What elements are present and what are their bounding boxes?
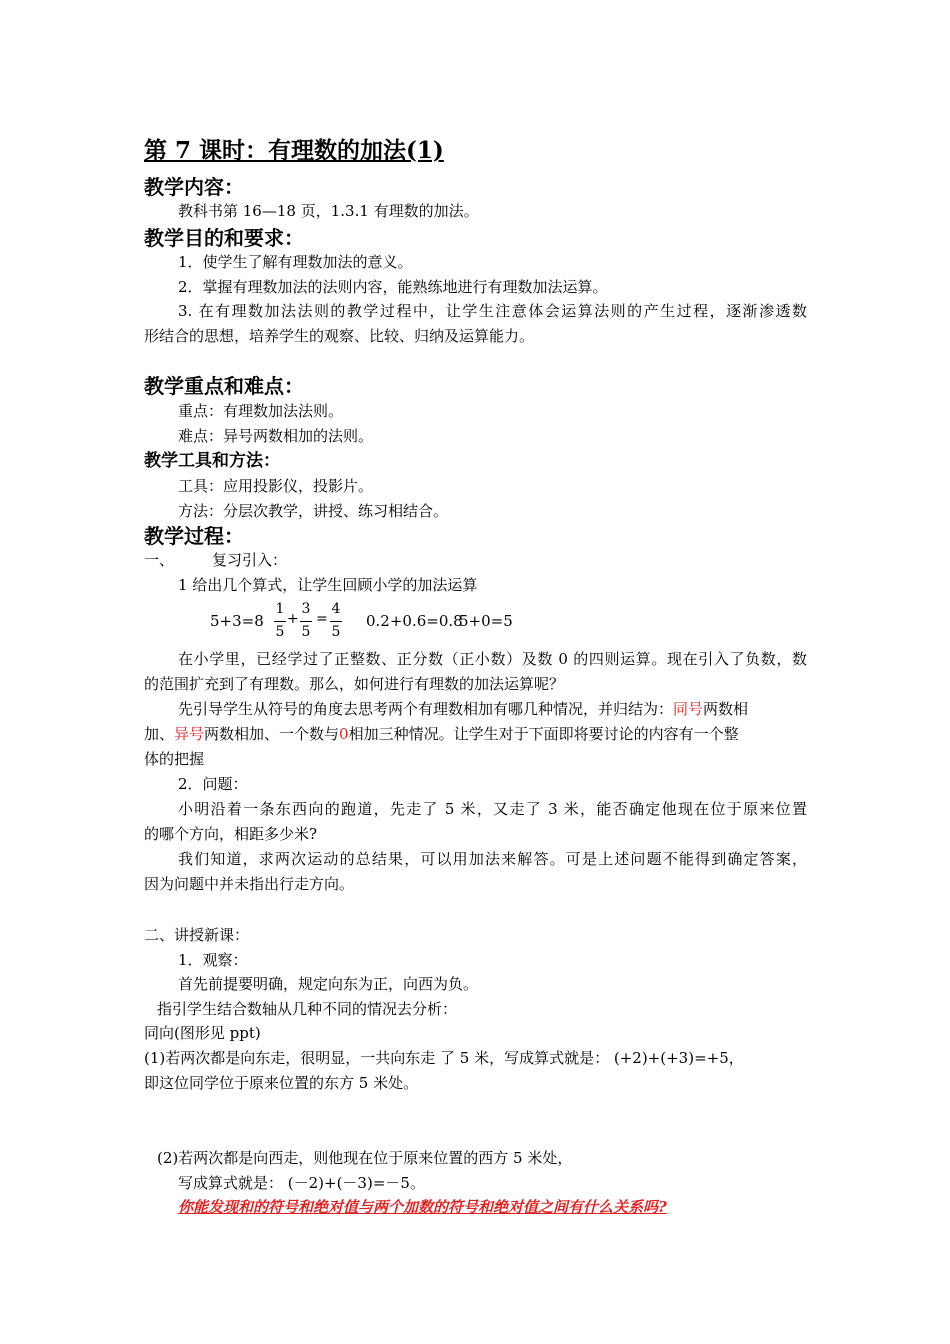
part1-title: 复习引入： (212, 551, 288, 569)
case2-line1: (2)若两次都是向西走，则他现在位于原来位置的西方 5 米处， (157, 1149, 573, 1167)
same-direction-label: 同向(图形见 ppt) (144, 1024, 261, 1042)
question-explain-line2: 因为问题中并未指出行走方向。 (144, 875, 355, 893)
para2-text-c: 加、 (144, 725, 175, 743)
section-heading-teach: 二、讲授新课： (144, 926, 250, 944)
fraction-2-bar (300, 621, 312, 622)
expression-4: 5+0=5 (459, 612, 513, 630)
para1-line2: 的范围扩充到了有理数。那么，如何进行有理数的加法运算呢？ (144, 675, 565, 693)
fraction-plus-sign: + (287, 611, 299, 627)
fraction-3-denominator: 5 (331, 624, 341, 640)
case1-line2: 即这位同学位于原来位置的东方 5 米处。 (144, 1074, 419, 1092)
goal-item-3-line2: 形结合的思想，培养学生的观察、比较、归纳及运算能力。 (144, 327, 535, 345)
expression-1: 5+3=8 (210, 612, 264, 630)
para2-text-d: 两数相加、一个数与 (204, 725, 340, 743)
fraction-expression (274, 601, 344, 643)
fraction-2-numerator: 3 (301, 601, 311, 617)
observe-label: 1．观察： (178, 951, 248, 969)
section-heading-content: 教学内容： (144, 175, 244, 199)
question-explain-line1: 我们知道，求两次运动的总结果，可以用加法来解答。可是上述问题不能得到确定答案， (178, 850, 807, 868)
case1-line1: (1)若两次都是向东走，很明显，一共向东走 了 5 米，写成算式就是： (+2)+(+3)=+5， (144, 1049, 744, 1067)
method-text: 方法：分层次教学，讲授、练习相结合。 (178, 502, 449, 520)
para1-line1: 在小学里，已经学过了正整数、正分数（正小数）及数 0 的四则运算。现在引入了负数，数 (178, 650, 807, 668)
intro-text: 1 给出几个算式，让学生回顾小学的加法运算 (178, 576, 478, 594)
fraction-1-bar (274, 621, 286, 622)
para2-text-b: 两数相 (703, 700, 749, 718)
fraction-3-numerator: 4 (331, 601, 341, 617)
section-heading-tools: 教学工具和方法： (144, 451, 280, 471)
case2-line2: 写成算式就是： (－2)+(－3)=－5。 (178, 1174, 425, 1192)
expression-3: 0.2+0.6=0.8 (366, 612, 463, 630)
section-heading-goals: 教学目的和要求： (144, 226, 304, 250)
premise-text: 首先前提要明确，规定向东为正，向西为负。 (178, 975, 479, 993)
para2-diff-sign: 异号 (174, 725, 205, 743)
tools-text: 工具：应用投影仪，投影片。 (178, 477, 374, 495)
fraction-2-denominator: 5 (301, 624, 311, 640)
question-line1: 小明沿着一条东西向的跑道，先走了 5 米，又走了 3 米，能否确定他现在位于原来位置 (178, 800, 807, 818)
para2-text-e: 相加三种情况。让学生对于下面即将要讨论的内容有一个整 (348, 725, 739, 743)
fraction-1-numerator: 1 (275, 601, 285, 617)
fraction-3-bar (330, 621, 342, 622)
para2-zero: 0 (339, 725, 349, 743)
difficulty-point: 难点：异号两数相加的法则。 (178, 427, 374, 445)
key-point: 重点：有理数加法法则。 (178, 402, 344, 420)
red-question: 你能发现和的符号和绝对值与两个加数的符号和绝对值之间有什么关系吗? (178, 1198, 667, 1216)
fraction-equals-sign: = (316, 611, 328, 627)
section-heading-process: 教学过程： (144, 524, 244, 548)
question-label: 2．问题： (178, 775, 248, 793)
section-heading-keypoints: 教学重点和难点： (144, 374, 304, 398)
goal-item-3-line1: 3. 在有理数加法法则的教学过程中，让学生注意体会运算法则的产生过程，逐渐渗透数 (178, 302, 807, 320)
guide-text: 指引学生结合数轴从几种不同的情况去分析： (157, 1000, 458, 1018)
goal-item-2: 2．掌握有理数加法的法则内容，能熟练地进行有理数加法运算。 (178, 278, 608, 296)
para2-same-sign: 同号 (673, 700, 704, 718)
goal-item-1: 1．使学生了解有理数加法的意义。 (178, 253, 413, 271)
page-title: 第 7 课时：有理数的加法(1) (144, 137, 444, 164)
para2-line1 (178, 699, 748, 719)
para2-text-a: 先引导学生从符号的角度去思考两个有理数相加有哪几种情况，并归结为： (178, 700, 674, 718)
fraction-1-denominator: 5 (275, 624, 285, 640)
part1-number: 一、 (144, 551, 175, 569)
para2-line3: 体的把握 (144, 750, 205, 768)
para2-line2 (144, 724, 739, 744)
content-text: 教科书第 16—18 页，1.3.1 有理数的加法。 (178, 202, 479, 220)
question-line2: 的哪个方向，相距多少米? (144, 825, 318, 843)
